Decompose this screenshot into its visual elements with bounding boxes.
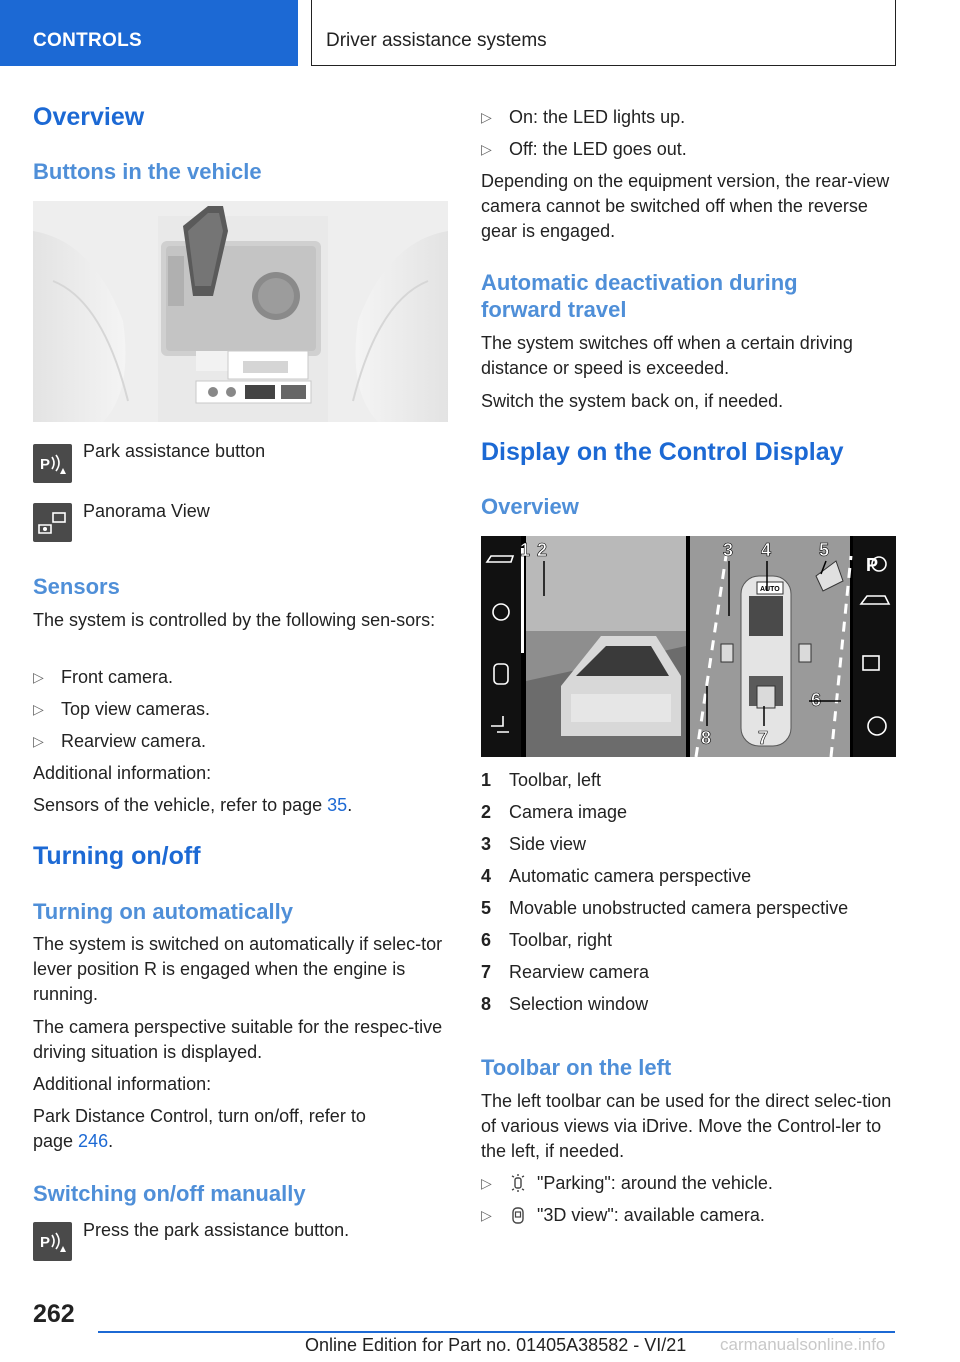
sensors-heading: Sensors bbox=[33, 574, 120, 599]
callout-5: 5 bbox=[819, 540, 830, 560]
sensors-text: The system is controlled by the following sen‑sors: bbox=[33, 610, 436, 630]
svg-text:P: P bbox=[866, 555, 879, 575]
auto-deactivation-heading-1: Automatic deactivation during bbox=[481, 270, 798, 295]
bullet-triangle-icon: ▷ bbox=[33, 733, 44, 749]
auto-deactivation-text: The system switches off when a certain driving distance or speed is exceeded. bbox=[481, 333, 853, 378]
equipment-text: Depending on the equipment version, the rear‑view camera cannot be switched off when the reverse gear is engaged. bbox=[481, 171, 890, 241]
edition-text: Online Edition for Part no. 01405A38582 - VI/21 bbox=[305, 1335, 687, 1355]
overview-heading: Overview bbox=[33, 103, 145, 131]
auto-on-heading: Turning on automatically bbox=[33, 899, 293, 924]
park-assist-label: Park assistance button bbox=[83, 441, 266, 461]
panorama-view-label: Panorama View bbox=[83, 501, 210, 521]
switch-back-text: Switch the system back on, if needed. bbox=[481, 391, 784, 411]
toolbar-left-heading: Toolbar on the left bbox=[481, 1055, 672, 1080]
panorama-view-icon bbox=[33, 503, 72, 542]
callout-1: 1 bbox=[520, 540, 531, 560]
pdc-reference-line1: Park Distance Control, turn on/off, refer to bbox=[33, 1106, 366, 1126]
chapter-title: Driver assistance systems bbox=[326, 30, 547, 51]
bullet-triangle-icon: ▷ bbox=[33, 701, 44, 717]
additional-info-label-2: Additional information: bbox=[33, 1074, 212, 1094]
bullet-triangle-icon: ▷ bbox=[481, 1207, 492, 1223]
additional-info-label: Additional information: bbox=[33, 763, 212, 783]
page-link-35[interactable]: 35 bbox=[327, 795, 348, 815]
auto-badge: AUTO bbox=[760, 586, 780, 593]
pdc-reference-line2: page 246. bbox=[33, 1131, 114, 1151]
section-title: CONTROLS bbox=[33, 30, 143, 51]
manual-heading: Switching on/off manually bbox=[33, 1181, 306, 1206]
page-number: 262 bbox=[33, 1300, 75, 1328]
3d-view-icon bbox=[509, 1205, 527, 1225]
auto-on-text: The system is switched on automatically if selec‑tor lever position R is engaged when the engine is running. bbox=[33, 934, 443, 1004]
svg-text:P: P bbox=[40, 1234, 51, 1251]
turning-heading: Turning on/off bbox=[33, 842, 201, 870]
parking-view-icon bbox=[509, 1173, 527, 1193]
bullet-triangle-icon: ▷ bbox=[481, 109, 492, 125]
watermark: carmanualsonline.info bbox=[720, 1335, 886, 1354]
buttons-heading: Buttons in the vehicle bbox=[33, 159, 262, 184]
perspective-text: The camera perspective suitable for the respec‑tive driving situation is displayed. bbox=[33, 1017, 443, 1062]
callout-3: 3 bbox=[723, 540, 734, 560]
control-display-image bbox=[481, 536, 896, 757]
display-overview-heading: Overview bbox=[481, 494, 579, 519]
page-link-246[interactable]: 246 bbox=[78, 1131, 109, 1151]
bullet-triangle-icon: ▷ bbox=[481, 1175, 492, 1191]
manual-text: Press the park assistance button. bbox=[83, 1220, 350, 1240]
park-assist-icon bbox=[33, 444, 72, 483]
park-assist-icon bbox=[33, 1222, 72, 1261]
center-console-photo bbox=[33, 201, 448, 422]
callout-4: 4 bbox=[761, 540, 772, 560]
svg-text:P: P bbox=[40, 456, 51, 473]
display-heading: Display on the Control Display bbox=[481, 438, 844, 466]
section-tab bbox=[0, 0, 298, 66]
callout-2: 2 bbox=[537, 540, 548, 560]
chapter-tab bbox=[311, 0, 896, 66]
footer-divider bbox=[98, 1331, 895, 1333]
bullet-triangle-icon: ▷ bbox=[33, 669, 44, 685]
callout-7: 7 bbox=[758, 728, 769, 748]
bullet-triangle-icon: ▷ bbox=[481, 141, 492, 157]
toolbar-left-text: The left toolbar can be used for the direct selec‑tion of various views via iDrive. Move the Control‑ler to the left, if needed. bbox=[481, 1091, 892, 1161]
callout-8: 8 bbox=[701, 728, 712, 748]
auto-deactivation-heading-2: forward travel bbox=[481, 297, 627, 322]
callout-6: 6 bbox=[811, 690, 822, 710]
sensors-reference: Sensors of the vehicle, refer to page 35. bbox=[33, 795, 353, 815]
